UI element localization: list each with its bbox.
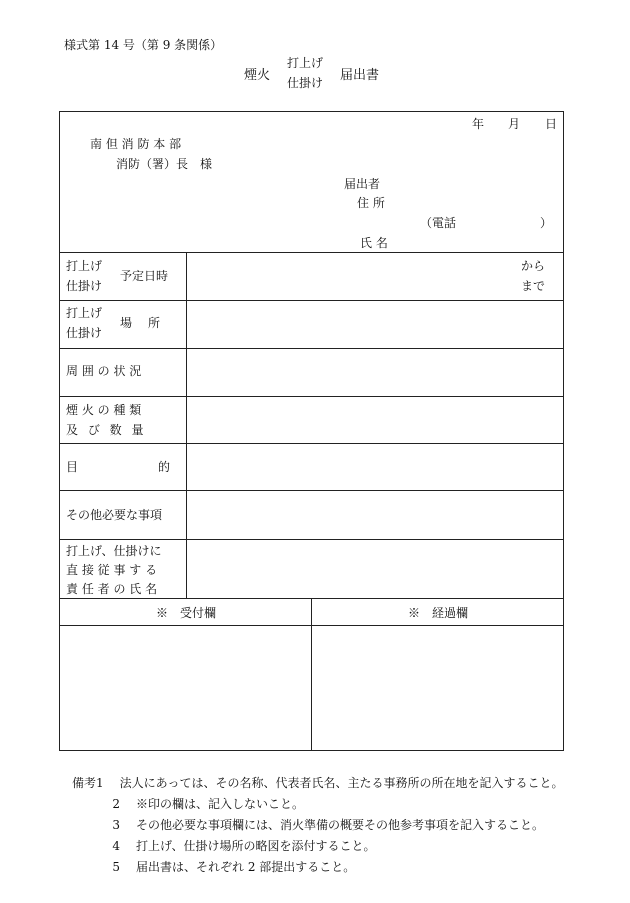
date-day: 日 bbox=[545, 117, 558, 131]
place-l2: 仕掛け bbox=[66, 326, 103, 340]
note-item bbox=[72, 857, 564, 878]
reception-label: ※ 受付欄 bbox=[156, 606, 217, 620]
title-lower: 仕掛け bbox=[287, 76, 324, 90]
purpose-label-b: 的 bbox=[158, 460, 171, 474]
note-item bbox=[72, 773, 564, 794]
addressee-line1: 南 但 消 防 本 部 bbox=[90, 137, 182, 151]
note-item bbox=[72, 794, 564, 815]
other-label: その他必要な事項 bbox=[66, 508, 163, 522]
schedule-to: まで bbox=[521, 279, 546, 293]
title-main: 煙火 bbox=[244, 68, 271, 83]
notes-head: 備考 bbox=[72, 776, 97, 790]
date-month: 月 bbox=[508, 117, 521, 131]
addressee-line2: 消防（署）長 様 bbox=[116, 157, 213, 171]
title-suffix: 届出書 bbox=[340, 68, 380, 83]
schedule-from: から bbox=[521, 259, 546, 273]
note-number: 1 bbox=[96, 776, 104, 790]
notes bbox=[72, 773, 564, 878]
progress-label: ※ 経過欄 bbox=[408, 606, 469, 620]
title-upper: 打上げ bbox=[287, 56, 324, 70]
note-number: 2 bbox=[112, 797, 120, 811]
note-text: 打上げ、仕掛け場所の略図を添付すること。 bbox=[136, 839, 376, 853]
note-text: ※印の欄は、記入しないこと。 bbox=[136, 797, 305, 811]
form-number: 様式第 14 号（第 9 条関係） bbox=[64, 38, 223, 52]
form-table bbox=[59, 111, 564, 751]
responsible-line2: 直 接 従 事 す る bbox=[66, 563, 158, 577]
fireworks-line1: 煙 火 の 種 類 bbox=[66, 403, 142, 417]
applicant-label: 届出者 bbox=[344, 177, 381, 191]
purpose-label-a: 目 bbox=[66, 460, 79, 474]
note-item bbox=[72, 836, 564, 857]
schedule-l2: 仕掛け bbox=[66, 279, 103, 293]
note-text: 法人にあっては、その名称、代表者氏名、主たる事務所の所在地を記入すること。 bbox=[119, 776, 564, 790]
fireworks-line2: 及 び 数 量 bbox=[66, 423, 147, 437]
note-number: 3 bbox=[112, 818, 120, 832]
responsible-line1: 打上げ、仕掛けに bbox=[66, 544, 162, 558]
applicant-name-label: 氏 名 bbox=[360, 236, 388, 250]
reception-area[interactable] bbox=[61, 626, 310, 750]
note-number: 4 bbox=[112, 839, 120, 853]
note-number: 5 bbox=[112, 860, 120, 874]
responsible-line3: 責 任 者 の 氏 名 bbox=[66, 582, 158, 596]
progress-area[interactable] bbox=[313, 626, 563, 750]
surroundings-label: 周 囲 の 状 況 bbox=[66, 364, 142, 378]
place-l1: 打上げ bbox=[66, 306, 103, 320]
note-text: 届出書は、それぞれ 2 部提出すること。 bbox=[136, 860, 356, 874]
date-year: 年 bbox=[472, 117, 485, 131]
place-label: 場 所 bbox=[120, 316, 163, 330]
applicant-phone: （電話 ） bbox=[420, 216, 553, 230]
note-text: その他必要な事項欄には、消火準備の概要その他参考事項を記入すること。 bbox=[136, 818, 545, 832]
schedule-label: 予定日時 bbox=[120, 269, 169, 283]
schedule-l1: 打上げ bbox=[66, 259, 103, 273]
applicant-address-label: 住 所 bbox=[357, 196, 385, 210]
note-item bbox=[72, 815, 564, 836]
